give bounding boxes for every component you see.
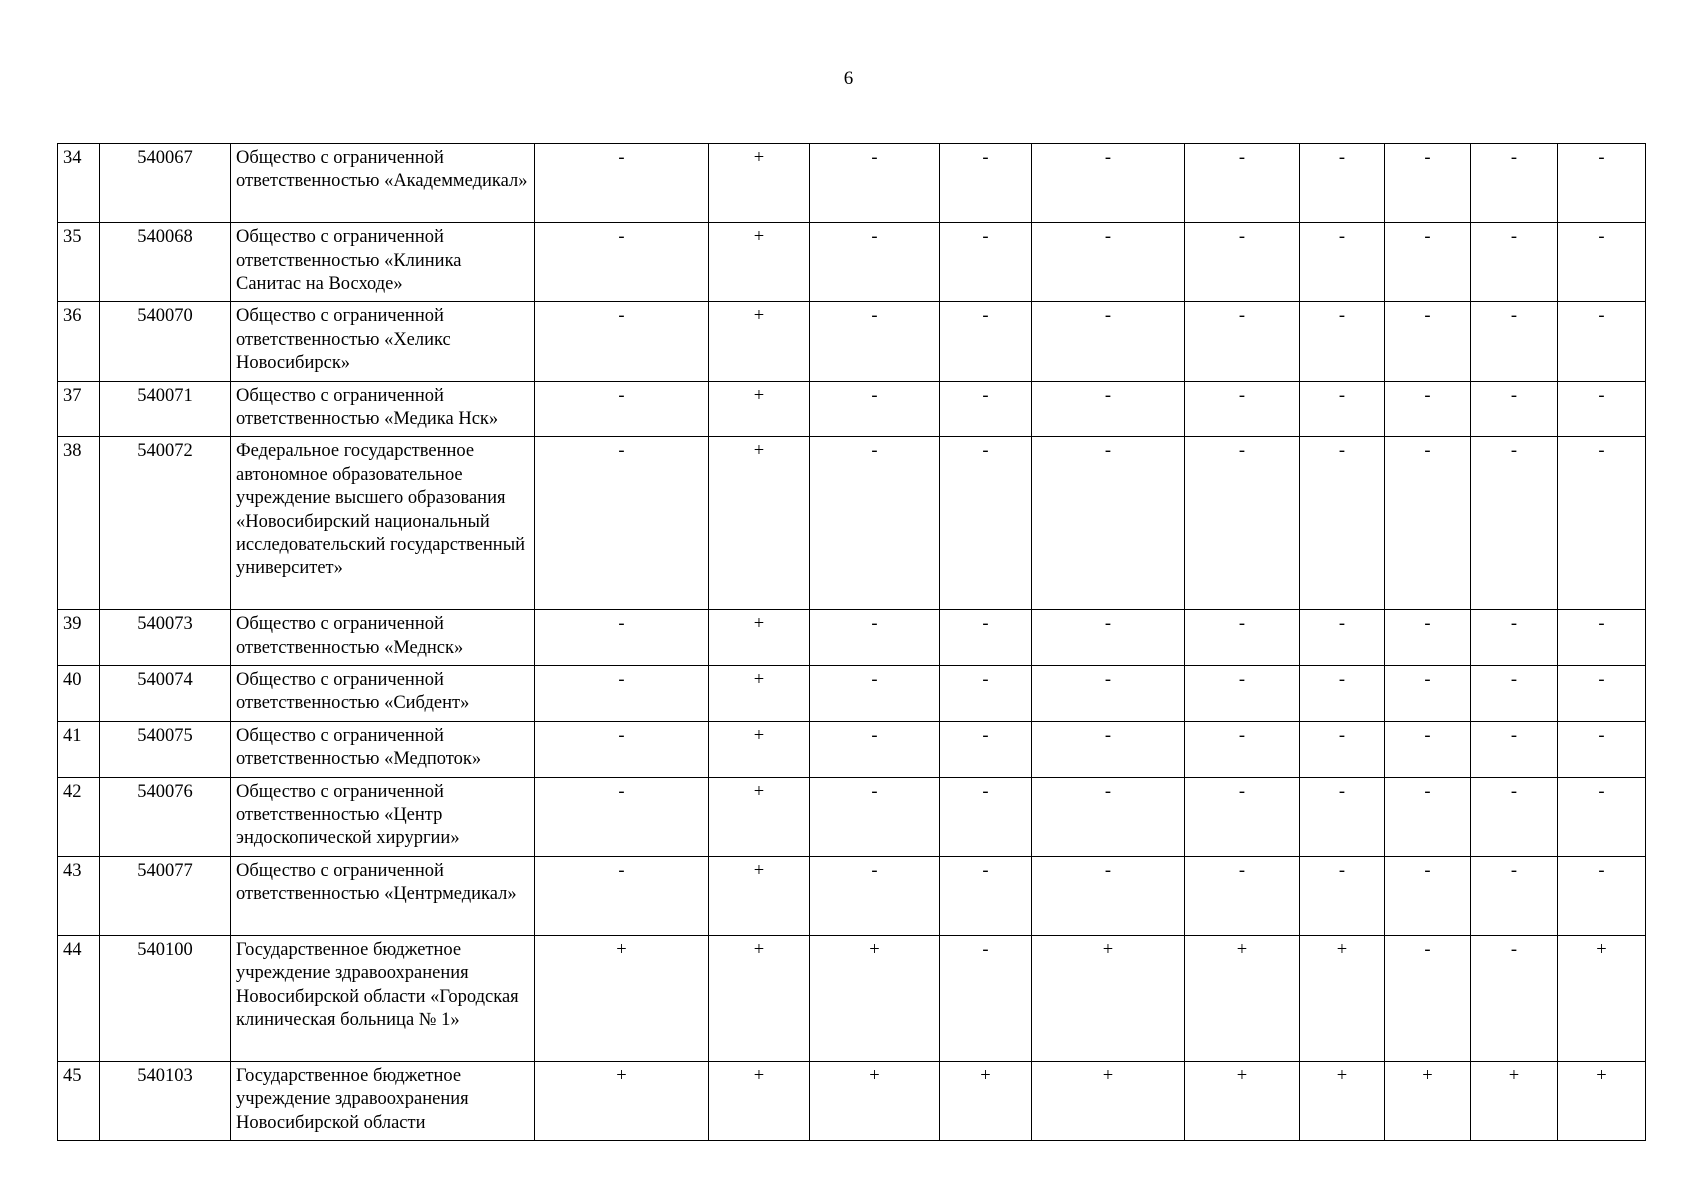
mark-cell: - [1471,610,1558,666]
mark-cell: - [535,437,709,610]
mark-cell: - [1185,437,1300,610]
mark-cell: - [1032,223,1185,302]
org-code-cell: 540072 [100,437,231,610]
org-code-cell: 540100 [100,935,231,1061]
mark-cell: - [810,302,940,381]
mark-cell: - [1558,302,1646,381]
mark-cell: - [1385,437,1471,610]
mark-cell: - [1471,935,1558,1061]
mark-cell: - [1558,610,1646,666]
mark-cell: - [1300,721,1385,777]
mark-cell: - [1471,302,1558,381]
mark-cell: - [1558,777,1646,856]
mark-cell: - [1385,721,1471,777]
mark-cell: + [1300,935,1385,1061]
org-name-cell: Федеральное государственное автономное образовательное учреждение высшего образования «Новосибирский национальный исследовательский государственный университет» [231,437,535,610]
mark-cell: - [1300,302,1385,381]
mark-cell: + [940,1061,1032,1140]
mark-cell: - [1185,223,1300,302]
mark-cell: + [535,935,709,1061]
mark-cell: + [535,1061,709,1140]
mark-cell: - [535,610,709,666]
mark-cell: - [940,777,1032,856]
mark-cell: - [1558,665,1646,721]
mark-cell: - [1385,856,1471,935]
table-row [58,777,1646,856]
mark-cell: - [1471,665,1558,721]
org-code-cell: 540077 [100,856,231,935]
row-number-cell: 36 [58,302,100,381]
mark-cell: - [810,144,940,223]
mark-cell: - [810,381,940,437]
org-name-cell: Общество с ограниченной ответственностью «Центр эндоскопической хирургии» [231,777,535,856]
mark-cell: - [1471,777,1558,856]
mark-cell: + [709,223,810,302]
org-name-cell: Государственное бюджетное учреждение здравоохранения Новосибирской области [231,1061,535,1140]
mark-cell: - [1471,223,1558,302]
mark-cell: - [1385,302,1471,381]
mark-cell: - [1558,437,1646,610]
registry-table-body [58,144,1646,1141]
mark-cell: - [940,610,1032,666]
mark-cell: - [1300,381,1385,437]
mark-cell: - [1558,144,1646,223]
org-code-cell: 540074 [100,665,231,721]
mark-cell: + [709,381,810,437]
mark-cell: - [1471,381,1558,437]
mark-cell: - [1300,437,1385,610]
table-row [58,1061,1646,1140]
row-number-cell: 45 [58,1061,100,1140]
row-number-cell: 34 [58,144,100,223]
org-code-cell: 540067 [100,144,231,223]
mark-cell: + [810,1061,940,1140]
mark-cell: + [1385,1061,1471,1140]
mark-cell: - [1185,302,1300,381]
row-number-cell: 39 [58,610,100,666]
registry-table [57,143,1646,1141]
mark-cell: + [709,777,810,856]
org-name-cell: Общество с ограниченной ответственностью «Сибдент» [231,665,535,721]
mark-cell: + [1032,1061,1185,1140]
mark-cell: + [709,144,810,223]
mark-cell: + [709,437,810,610]
mark-cell: - [1385,223,1471,302]
mark-cell: - [535,381,709,437]
mark-cell: - [940,856,1032,935]
org-code-cell: 540075 [100,721,231,777]
mark-cell: - [940,437,1032,610]
mark-cell: - [1300,610,1385,666]
mark-cell: - [940,381,1032,437]
mark-cell: - [1300,856,1385,935]
org-code-cell: 540076 [100,777,231,856]
mark-cell: - [940,721,1032,777]
row-number-cell: 41 [58,721,100,777]
mark-cell: - [1471,437,1558,610]
mark-cell: - [810,777,940,856]
row-number-cell: 38 [58,437,100,610]
table-row [58,381,1646,437]
mark-cell: - [1300,777,1385,856]
page-number: 6 [843,68,854,89]
mark-cell: - [1032,437,1185,610]
table-row [58,665,1646,721]
mark-cell: - [1300,144,1385,223]
org-name-cell: Общество с ограниченной ответственностью «Медика Нск» [231,381,535,437]
row-number-cell: 44 [58,935,100,1061]
mark-cell: - [1558,856,1646,935]
table-row [58,223,1646,302]
mark-cell: - [1385,144,1471,223]
mark-cell: - [1471,856,1558,935]
mark-cell: + [1185,1061,1300,1140]
mark-cell: + [709,1061,810,1140]
mark-cell: + [1300,1061,1385,1140]
mark-cell: - [1300,665,1385,721]
mark-cell: - [810,223,940,302]
org-name-cell: Общество с ограниченной ответственностью «Хеликс Новосибирск» [231,302,535,381]
mark-cell: - [1385,665,1471,721]
mark-cell: - [1032,381,1185,437]
row-number-cell: 43 [58,856,100,935]
mark-cell: - [1032,610,1185,666]
mark-cell: - [535,223,709,302]
mark-cell: - [1185,144,1300,223]
mark-cell: + [1558,935,1646,1061]
mark-cell: + [1185,935,1300,1061]
mark-cell: - [940,665,1032,721]
table-row [58,610,1646,666]
mark-cell: - [1185,721,1300,777]
mark-cell: - [940,935,1032,1061]
mark-cell: + [810,935,940,1061]
mark-cell: - [535,144,709,223]
mark-cell: + [709,665,810,721]
org-name-cell: Общество с ограниченной ответственностью «Медпоток» [231,721,535,777]
mark-cell: - [1385,935,1471,1061]
org-code-cell: 540068 [100,223,231,302]
mark-cell: - [810,437,940,610]
mark-cell: - [1385,381,1471,437]
row-number-cell: 37 [58,381,100,437]
mark-cell: - [1385,777,1471,856]
mark-cell: - [1300,223,1385,302]
row-number-cell: 35 [58,223,100,302]
table-row [58,437,1646,610]
mark-cell: - [940,302,1032,381]
table-row [58,856,1646,935]
mark-cell: + [1558,1061,1646,1140]
mark-cell: - [1185,381,1300,437]
mark-cell: - [1185,610,1300,666]
mark-cell: - [810,610,940,666]
mark-cell: + [709,721,810,777]
mark-cell: - [1032,302,1185,381]
org-code-cell: 540073 [100,610,231,666]
mark-cell: - [1185,856,1300,935]
row-number-cell: 40 [58,665,100,721]
mark-cell: - [940,223,1032,302]
org-code-cell: 540103 [100,1061,231,1140]
mark-cell: - [535,721,709,777]
mark-cell: - [1558,721,1646,777]
mark-cell: - [810,721,940,777]
mark-cell: - [810,856,940,935]
mark-cell: - [1032,665,1185,721]
table-row [58,302,1646,381]
mark-cell: - [1032,856,1185,935]
org-name-cell: Общество с ограниченной ответственностью «Центрмедикал» [231,856,535,935]
table-row [58,721,1646,777]
mark-cell: - [1471,144,1558,223]
mark-cell: - [1185,665,1300,721]
mark-cell: - [1185,777,1300,856]
org-name-cell: Государственное бюджетное учреждение здравоохранения Новосибирской области «Городская клиническая больница № 1» [231,935,535,1061]
org-code-cell: 540070 [100,302,231,381]
table-row [58,144,1646,223]
table-row [58,935,1646,1061]
mark-cell: + [1471,1061,1558,1140]
mark-cell: - [535,777,709,856]
mark-cell: - [1032,144,1185,223]
org-name-cell: Общество с ограниченной ответственностью «Меднск» [231,610,535,666]
mark-cell: - [1032,777,1185,856]
mark-cell: + [709,935,810,1061]
mark-cell: - [535,302,709,381]
mark-cell: - [535,665,709,721]
mark-cell: - [1558,381,1646,437]
mark-cell: - [810,665,940,721]
row-number-cell: 42 [58,777,100,856]
mark-cell: - [1558,223,1646,302]
mark-cell: - [535,856,709,935]
org-code-cell: 540071 [100,381,231,437]
mark-cell: - [1471,721,1558,777]
org-name-cell: Общество с ограниченной ответственностью «Клиника Санитас на Восходе» [231,223,535,302]
mark-cell: + [709,302,810,381]
mark-cell: + [709,610,810,666]
mark-cell: - [940,144,1032,223]
mark-cell: - [1385,610,1471,666]
mark-cell: + [709,856,810,935]
mark-cell: + [1032,935,1185,1061]
mark-cell: - [1032,721,1185,777]
org-name-cell: Общество с ограниченной ответственностью «Академмедикал» [231,144,535,223]
